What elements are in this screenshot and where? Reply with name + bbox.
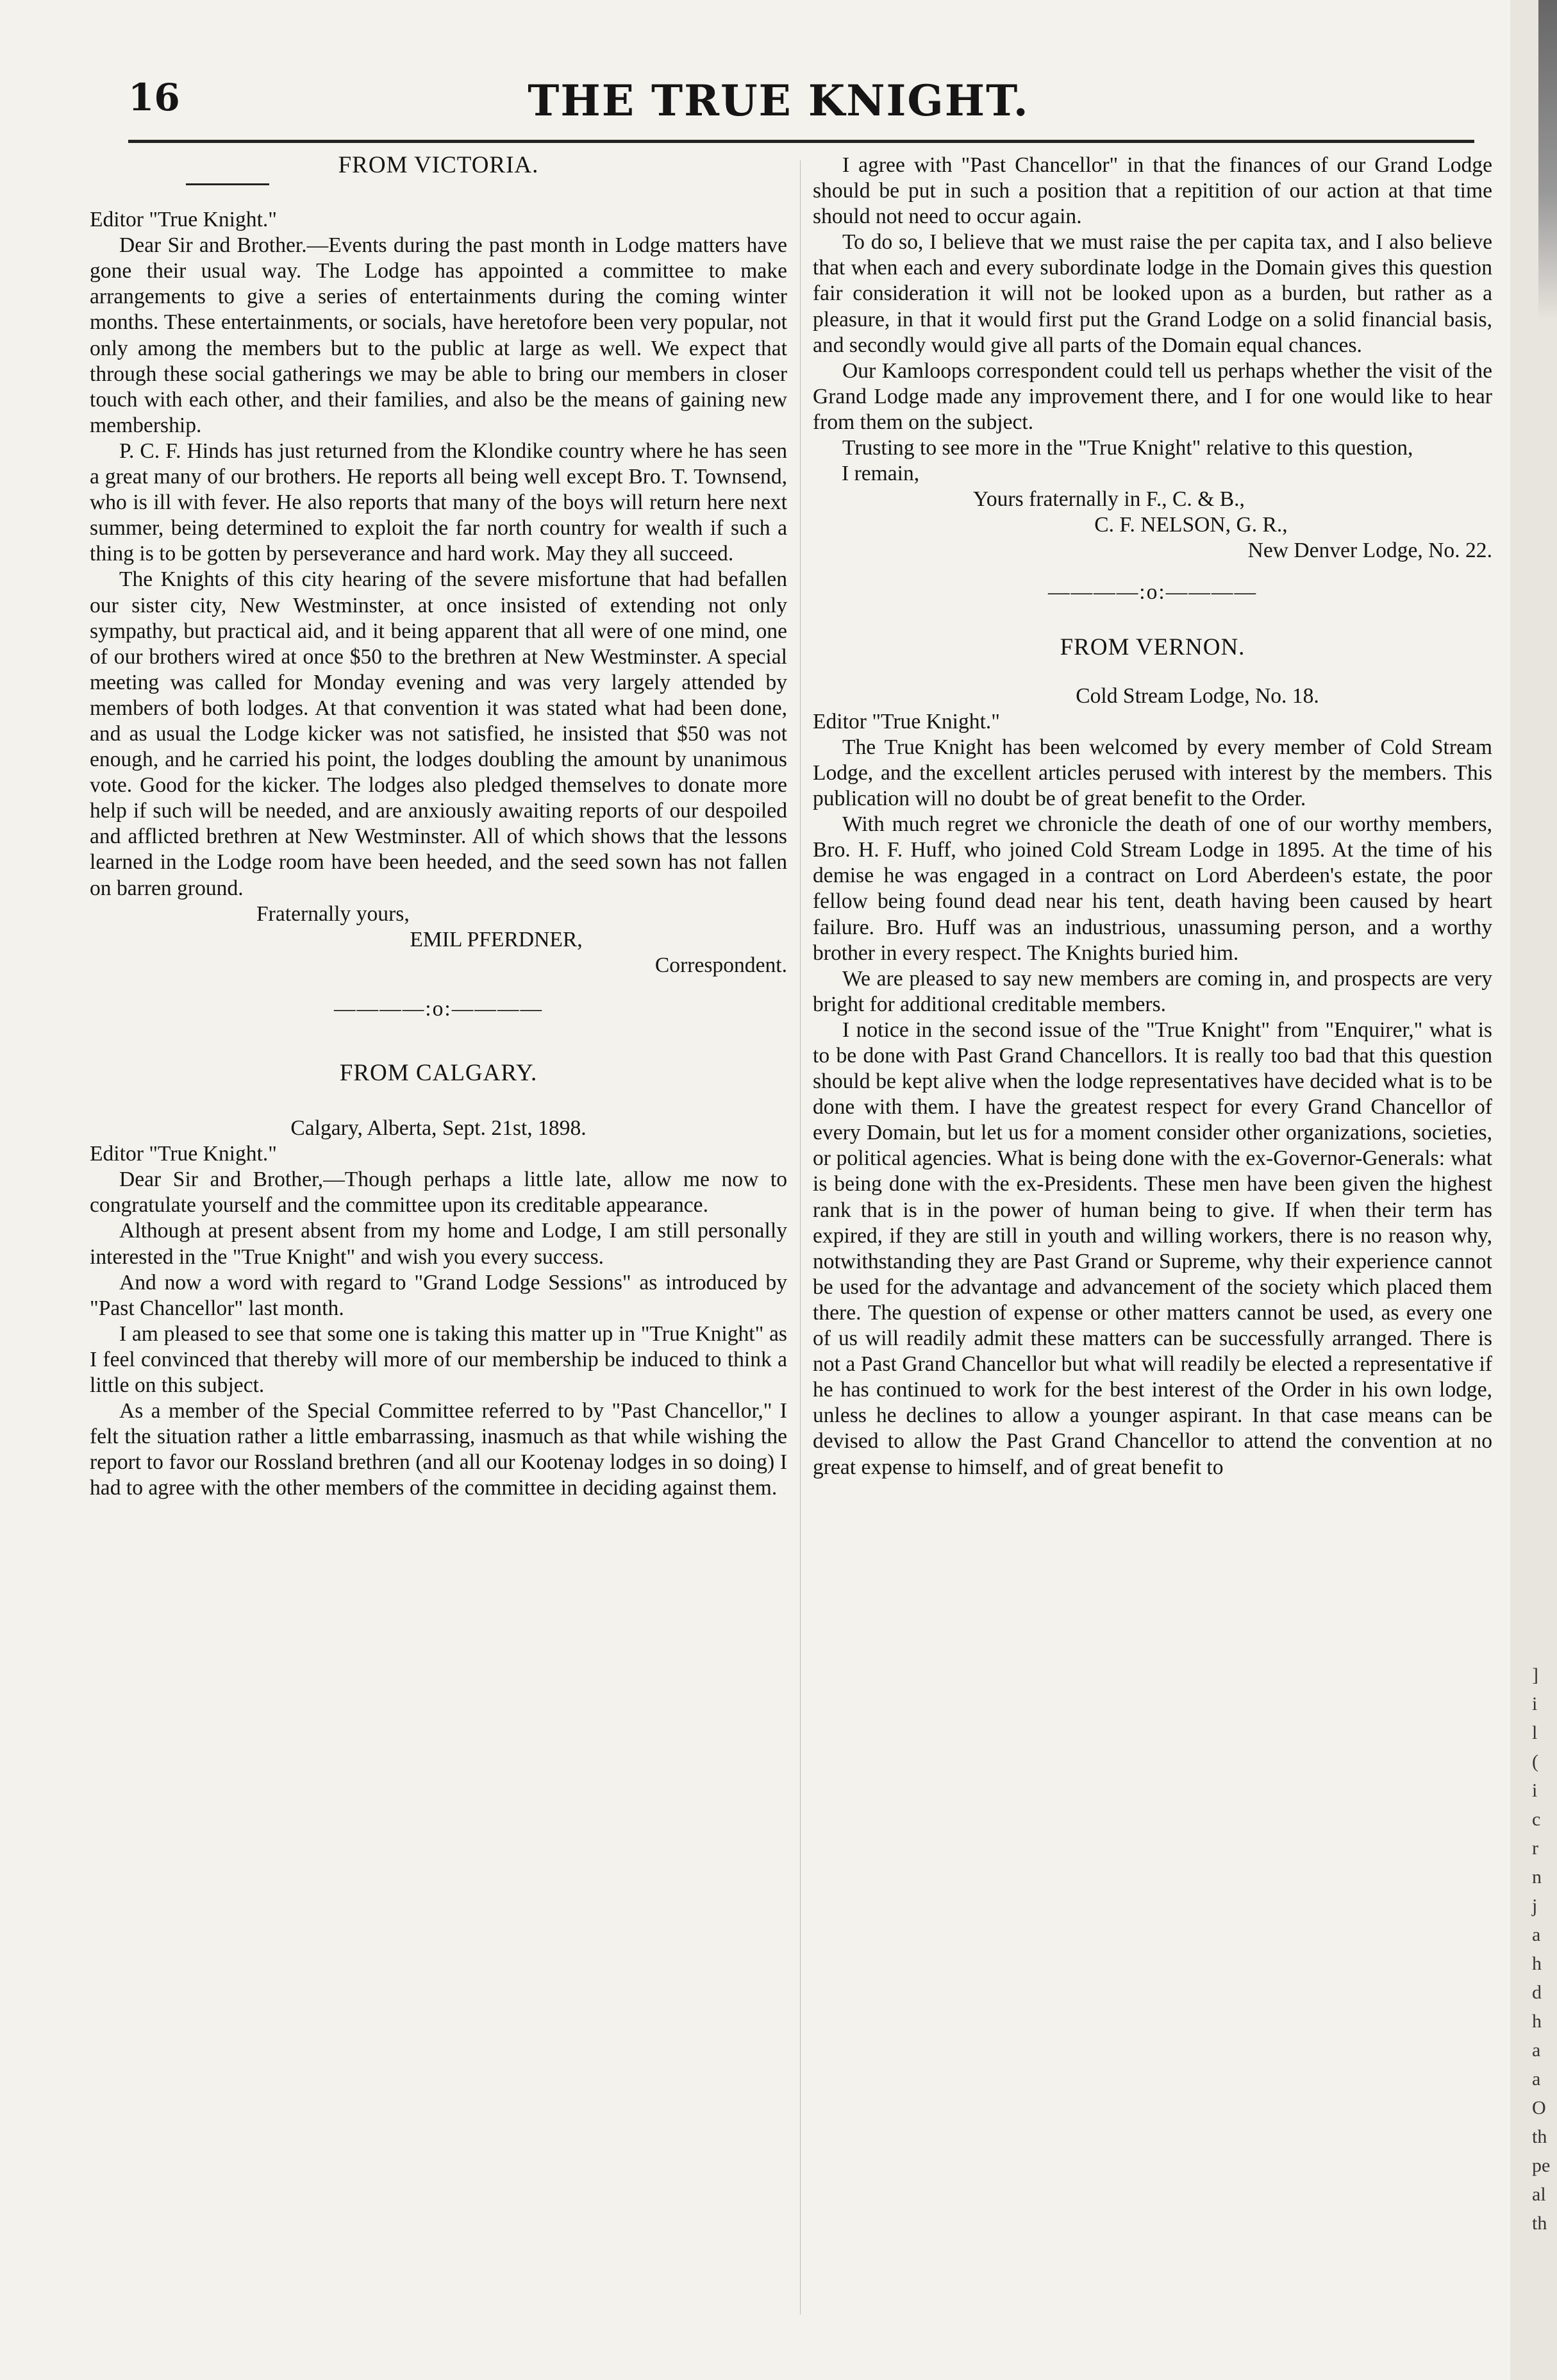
margin-letter: i bbox=[1532, 1780, 1538, 1801]
remain: I remain, bbox=[842, 462, 920, 486]
margin-letter: i bbox=[1532, 1693, 1538, 1714]
salutation: Editor "True Knight." bbox=[90, 208, 278, 232]
margin-letter: ( bbox=[1532, 1751, 1538, 1772]
margin-letter: a bbox=[1532, 2040, 1541, 2061]
calgary-paragraph: Trusting to see more in the "True Knight" relative to this question, bbox=[842, 436, 1413, 460]
closing: Yours fraternally in F., C. & B., bbox=[973, 487, 1245, 512]
heading-from-vernon: FROM VERNON. bbox=[1060, 633, 1245, 660]
vernon-paragraph: With much regret we chronicle the death of one of our worthy members, Bro. H. F. Huff, who joined Cold Stream Lodge in 1895. At the time of his demise he was engaged in a contract on Lord Aberdeen's estate, the poor fellow being found dead near his tent, death having been caused by heart failure. Bro. Huff was an industrious, unassuming person, and a worthy brother in every respect. The Knights buried him. bbox=[813, 812, 1492, 965]
margin-letter: r bbox=[1532, 1838, 1538, 1859]
lodge-line: Cold Stream Lodge, No. 18. bbox=[1076, 683, 1319, 708]
margin-letter: th bbox=[1532, 2213, 1547, 2234]
heading-rule bbox=[186, 183, 269, 185]
salutation: Editor "True Knight." bbox=[90, 1142, 278, 1166]
lodge-name: New Denver Lodge, No. 22. bbox=[1247, 539, 1492, 563]
vernon-paragraph: The True Knight has been welcomed by every member of Cold Stream Lodge, and the excellent articles perused with interest by the members. This publication will no doubt be of great benefit to the Order. bbox=[813, 735, 1492, 811]
left-column bbox=[90, 153, 787, 2320]
column-divider bbox=[800, 160, 801, 2315]
heading-from-victoria: FROM VICTORIA. bbox=[338, 153, 539, 178]
calgary-paragraph: I am pleased to see that some one is taking this matter up in "True Knight" as I feel convinced that thereby will more of our membership be induced to think a little on this subject. bbox=[90, 1321, 787, 1398]
header-rule bbox=[128, 140, 1474, 143]
margin-letter: c bbox=[1532, 1809, 1541, 1830]
margin-letter: th bbox=[1532, 2126, 1547, 2147]
adjacent-page-fragment bbox=[1532, 1661, 1557, 2238]
margin-letter: pe bbox=[1532, 2155, 1551, 2176]
signature: C. F. NELSON, G. R., bbox=[1094, 513, 1288, 537]
margin-letter: al bbox=[1532, 2184, 1546, 2205]
calgary-paragraph: And now a word with regard to "Grand Lodge Sessions" as introduced by "Past Chancellor" last month. bbox=[90, 1270, 787, 1320]
margin-letter: a bbox=[1532, 1924, 1541, 1945]
calgary-paragraph: Although at present absent from my home and Lodge, I am still personally interested in the "True Knight" and wish you every success. bbox=[90, 1219, 787, 1269]
victoria-paragraph: P. C. F. Hinds has just returned from the Klondike country where he has seen a great many of our brothers. He reports all being well except Bro. T. Townsend, who is ill with fever. He also reports that many of the boys will return here next summer, being determined to exploit the far north country for wealth if such a thing is to be gotten by perseverance and hard work. May they all succeed. bbox=[90, 439, 787, 566]
victoria-paragraph: The Knights of this city hearing of the severe misfortune that had befallen our sister city, New Westminster, at once insisted of extending not only sympathy, but practical aid, and it being apparent that all were of one mind, one of our brothers wired at once $50 to the brethren at New Westminster. A special meeting was called for Monday evening and was very largely attended by members of both lodges. At that convention it was stated what had been done, and as usual the Lodge kicker was not satisfied, he insisted that $50 was not enough, and he carried his point, the lodges doubling the amount by unanimous vote. Good for the kicker. The lodges also pledged themselves to donate more help if such will be needed, and are anxiously awaiting reports of our despoiled and afflicted brethren at New Westminster. All of which shows that the lessons learned in the Lodge room have been heeded, and the seed sown has not fallen on barren ground. bbox=[90, 567, 787, 900]
running-title: THE TRUE KNIGHT. bbox=[528, 76, 1029, 126]
dateline: Calgary, Alberta, Sept. 21st, 1898. bbox=[290, 1116, 587, 1141]
margin-letter: O bbox=[1532, 2097, 1546, 2118]
victoria-paragraph: Dear Sir and Brother.—Events during the past month in Lodge matters have gone their usual way. The Lodge has appointed a committee to make arrangements to give a series of entertainments during the coming winter months. These entertainments, or socials, have heretofore been very popular, not only among the members but to the public at large as well. We expect that through these social gatherings we may be able to bring our members in closer touch with each other, and their families, and also be the means of gaining new membership. bbox=[90, 233, 787, 437]
vernon-paragraph: I notice in the second issue of the "True Knight" from "Enquirer," what is to be done with Past Grand Chancellors. It is really too bad that this question should be kept alive when the lodge representatives have decided what is to be done with them. I have the greatest respect for every Grand Chancellor of every Domain, but let us for a moment consider other organizations, societies, or political agencies. What is being done with the ex-Governor-Generals: what is being done with the ex-Presidents. These men have been given the highest rank that is in the power of human being to give. If when their term has expired, if they are still in youth and willing workers, there is no reason why, notwithstanding they are Past Grand or Supreme, why their experience cannot be used for the advantage and advancement of the society which placed them there. The question of expense or other matters cannot be used, as every one of us will readily admit these matters can be successfully arranged. There is not a Past Grand Chancellor but what will readily be elected a representative if he has continued to work for the best interest of the Order in his own lodge, unless he declines to allow a younger aspirant. In that case means can be devised to allow the Past Grand Chancellor to attend the convention at no great expense to himself, and of great benefit to bbox=[813, 1018, 1492, 1479]
margin-letter: h bbox=[1532, 1953, 1542, 1974]
margin-letter: d bbox=[1532, 1982, 1542, 2003]
margin-letter: l bbox=[1532, 1722, 1538, 1743]
margin-letter: ] bbox=[1532, 1664, 1538, 1686]
margin-letter: j bbox=[1532, 1895, 1538, 1916]
right-column bbox=[813, 153, 1492, 2320]
signature-title: Correspondent. bbox=[654, 953, 787, 977]
vernon-paragraph: We are pleased to say new members are coming in, and prospects are very bright for additional creditable members. bbox=[813, 966, 1492, 1016]
salutation: Editor "True Knight." bbox=[813, 709, 1001, 733]
heading-from-calgary: FROM CALGARY. bbox=[339, 1060, 538, 1086]
binding-shadow bbox=[1538, 0, 1557, 321]
margin-letter: n bbox=[1532, 1866, 1542, 1888]
section-separator: ————:o:———— bbox=[1047, 580, 1258, 604]
calgary-paragraph: As a member of the Special Committee referred to by "Past Chancellor," I felt the situation rather a little embarrassing, inasmuch as that while wishing the report to favor our Rossland brethren (and all our Kootenay lodges in so doing) I had to agree with the other members of the committee in deciding against them. bbox=[90, 1399, 787, 1500]
calgary-paragraph: Dear Sir and Brother,—Though perhaps a little late, allow me now to congratulate yourself and the committee upon its creditable appearance. bbox=[90, 1168, 787, 1218]
page-number: 16 bbox=[128, 76, 180, 119]
margin-letter: h bbox=[1532, 2011, 1542, 2032]
section-separator: ————:o:———— bbox=[333, 996, 544, 1021]
calgary-paragraph: To do so, I believe that we must raise the per capita tax, and I also believe that when each and every subordinate lodge in the Domain gives this question fair consideration it will not be looked upon as a burden, but rather as a pleasure, in that it would first put the Grand Lodge on a solid financial basis, and secondly would give all parts of the Domain equal chances. bbox=[813, 230, 1492, 357]
calgary-paragraph: I agree with "Past Chancellor" in that the finances of our Grand Lodge should be put in such a position that a repitition of our action at that time should not need to occur again. bbox=[813, 153, 1492, 229]
closing: Fraternally yours, bbox=[256, 901, 410, 926]
signature: EMIL PFERDNER, bbox=[410, 927, 583, 951]
calgary-paragraph: Our Kamloops correspondent could tell us perhaps whether the visit of the Grand Lodge made any improvement there, and I for one would like to hear from them on the subject. bbox=[813, 358, 1492, 434]
margin-letter: a bbox=[1532, 2068, 1541, 2090]
